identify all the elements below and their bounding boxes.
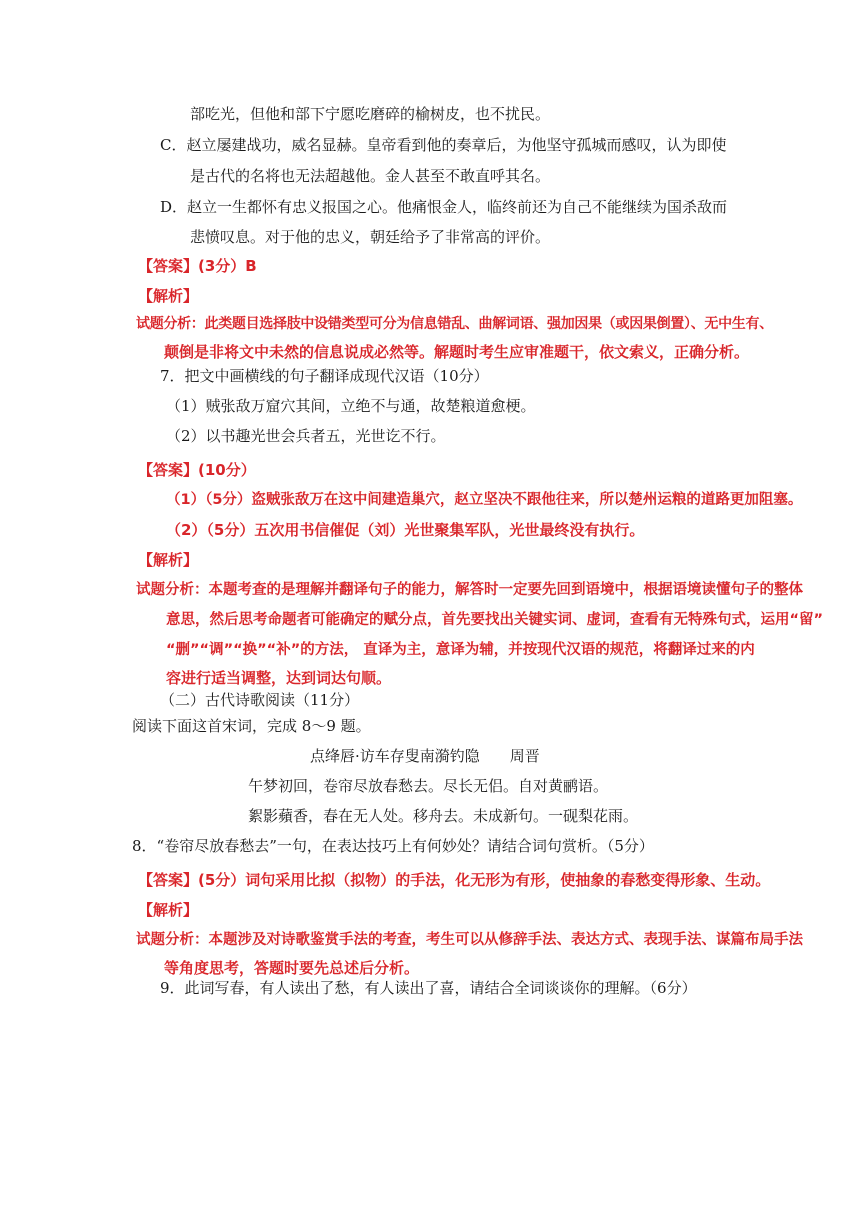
answer-7-part-1: （1）（5分）盗贼张敌万在这中间建造巢穴，赵立坚决不跟他往来，所以楚州运粮的道路更加阻塞。 (166, 492, 803, 508)
section-ancient-poetry: （二）古代诗歌阅读（11分） (160, 691, 360, 709)
option-d: D．赵立一生都怀有忠义报国之心。他痛恨金人，临终前还为自己不能继续为国杀敌而 (160, 198, 728, 216)
analysis-7-line-4: 容进行适当调整，达到词达句顺。 (166, 669, 392, 687)
poem-line-1: 午梦初回，卷帘尽放春愁去。尽长无侣。自对黄鹂语。 (248, 777, 609, 795)
answer-8: 【答案】(5分）词句采用比拟（拟物）的手法，化无形为有形，使抽象的春愁变得形象、生动。 (138, 871, 771, 889)
option-c-continuation: 是古代的名将也无法超越他。金人甚至不敢直呼其名。 (190, 167, 551, 185)
poem-line-2: 絮影蘋香，春在无人处。移舟去。未成新句。一砚梨花雨。 (248, 807, 639, 825)
question-7-sentence-2: （2）以书趣光世会兵者五，光世讫不行。 (166, 427, 446, 445)
analysis-heading-6: 【解析】 (138, 287, 199, 305)
question-7-sentence-1: （1）贼张敌万窟穴其间，立绝不与通，故楚粮道愈梗。 (166, 397, 536, 415)
option-c: C．赵立屡建战功，威名显赫。皇帝看到他的奏章后，为他坚守孤城而感叹，认为即使 (160, 136, 727, 154)
analysis-6-line-1: 试题分析：此类题目选择肢中设错类型可分为信息错乱、曲解词语、强加因果（或因果倒置）、无中生有、 (136, 316, 773, 332)
question-9: 9．此词写春，有人读出了愁，有人读出了喜，请结合全词谈谈你的理解。（6分） (160, 979, 697, 997)
poem-title: 点绛唇·访车存叟南漪钓隐 周晋 (310, 747, 540, 765)
analysis-heading-7: 【解析】 (138, 551, 199, 569)
analysis-7-line-1: 试题分析：本题考查的是理解并翻译句子的能力，解答时一定要先回到语境中，根据语境读懂句子的整体 (136, 582, 803, 598)
poetry-instruction: 阅读下面这首宋词，完成 8～9 题。 (132, 717, 371, 735)
analysis-heading-8: 【解析】 (138, 901, 199, 919)
analysis-8-line-1: 试题分析：本题涉及对诗歌鉴赏手法的考查，考生可以从修辞手法、表达方式、表现手法、谋篇布局手法 (136, 932, 803, 948)
answer-6: 【答案】(3分）B (138, 257, 257, 275)
analysis-7-line-3: “删”“调”“换”“补”的方法， 直译为主，意译为辅，并按现代汉语的规范，将翻译过来的内 (166, 642, 755, 658)
analysis-6-line-2: 颠倒是非将文中未然的信息说成必然等。解题时考生应审准题干，依文索义，正确分析。 (164, 343, 750, 361)
answer-7: 【答案】(10分） (138, 461, 256, 479)
option-d-continuation: 悲愤叹息。对于他的忠义，朝廷给予了非常高的评价。 (190, 228, 551, 246)
question-7: 7．把文中画横线的句子翻译成现代汉语（10分） (160, 367, 489, 385)
analysis-8-line-2: 等角度思考，答题时要先总述后分析。 (164, 959, 420, 977)
option-b-continuation: 部吃光，但他和部下宁愿吃磨碎的榆树皮，也不扰民。 (190, 105, 551, 123)
analysis-7-line-2: 意思，然后思考命题者可能确定的赋分点，首先要找出关键实词、虚词，查看有无特殊句式，运用“留” (166, 612, 824, 628)
answer-7-part-2: （2）（5分）五次用书信催促（刘）光世聚集军队，光世最终没有执行。 (166, 521, 645, 539)
question-8: 8．“卷帘尽放春愁去”一句，在表达技巧上有何妙处？请结合词句赏析。（5分） (132, 837, 654, 855)
